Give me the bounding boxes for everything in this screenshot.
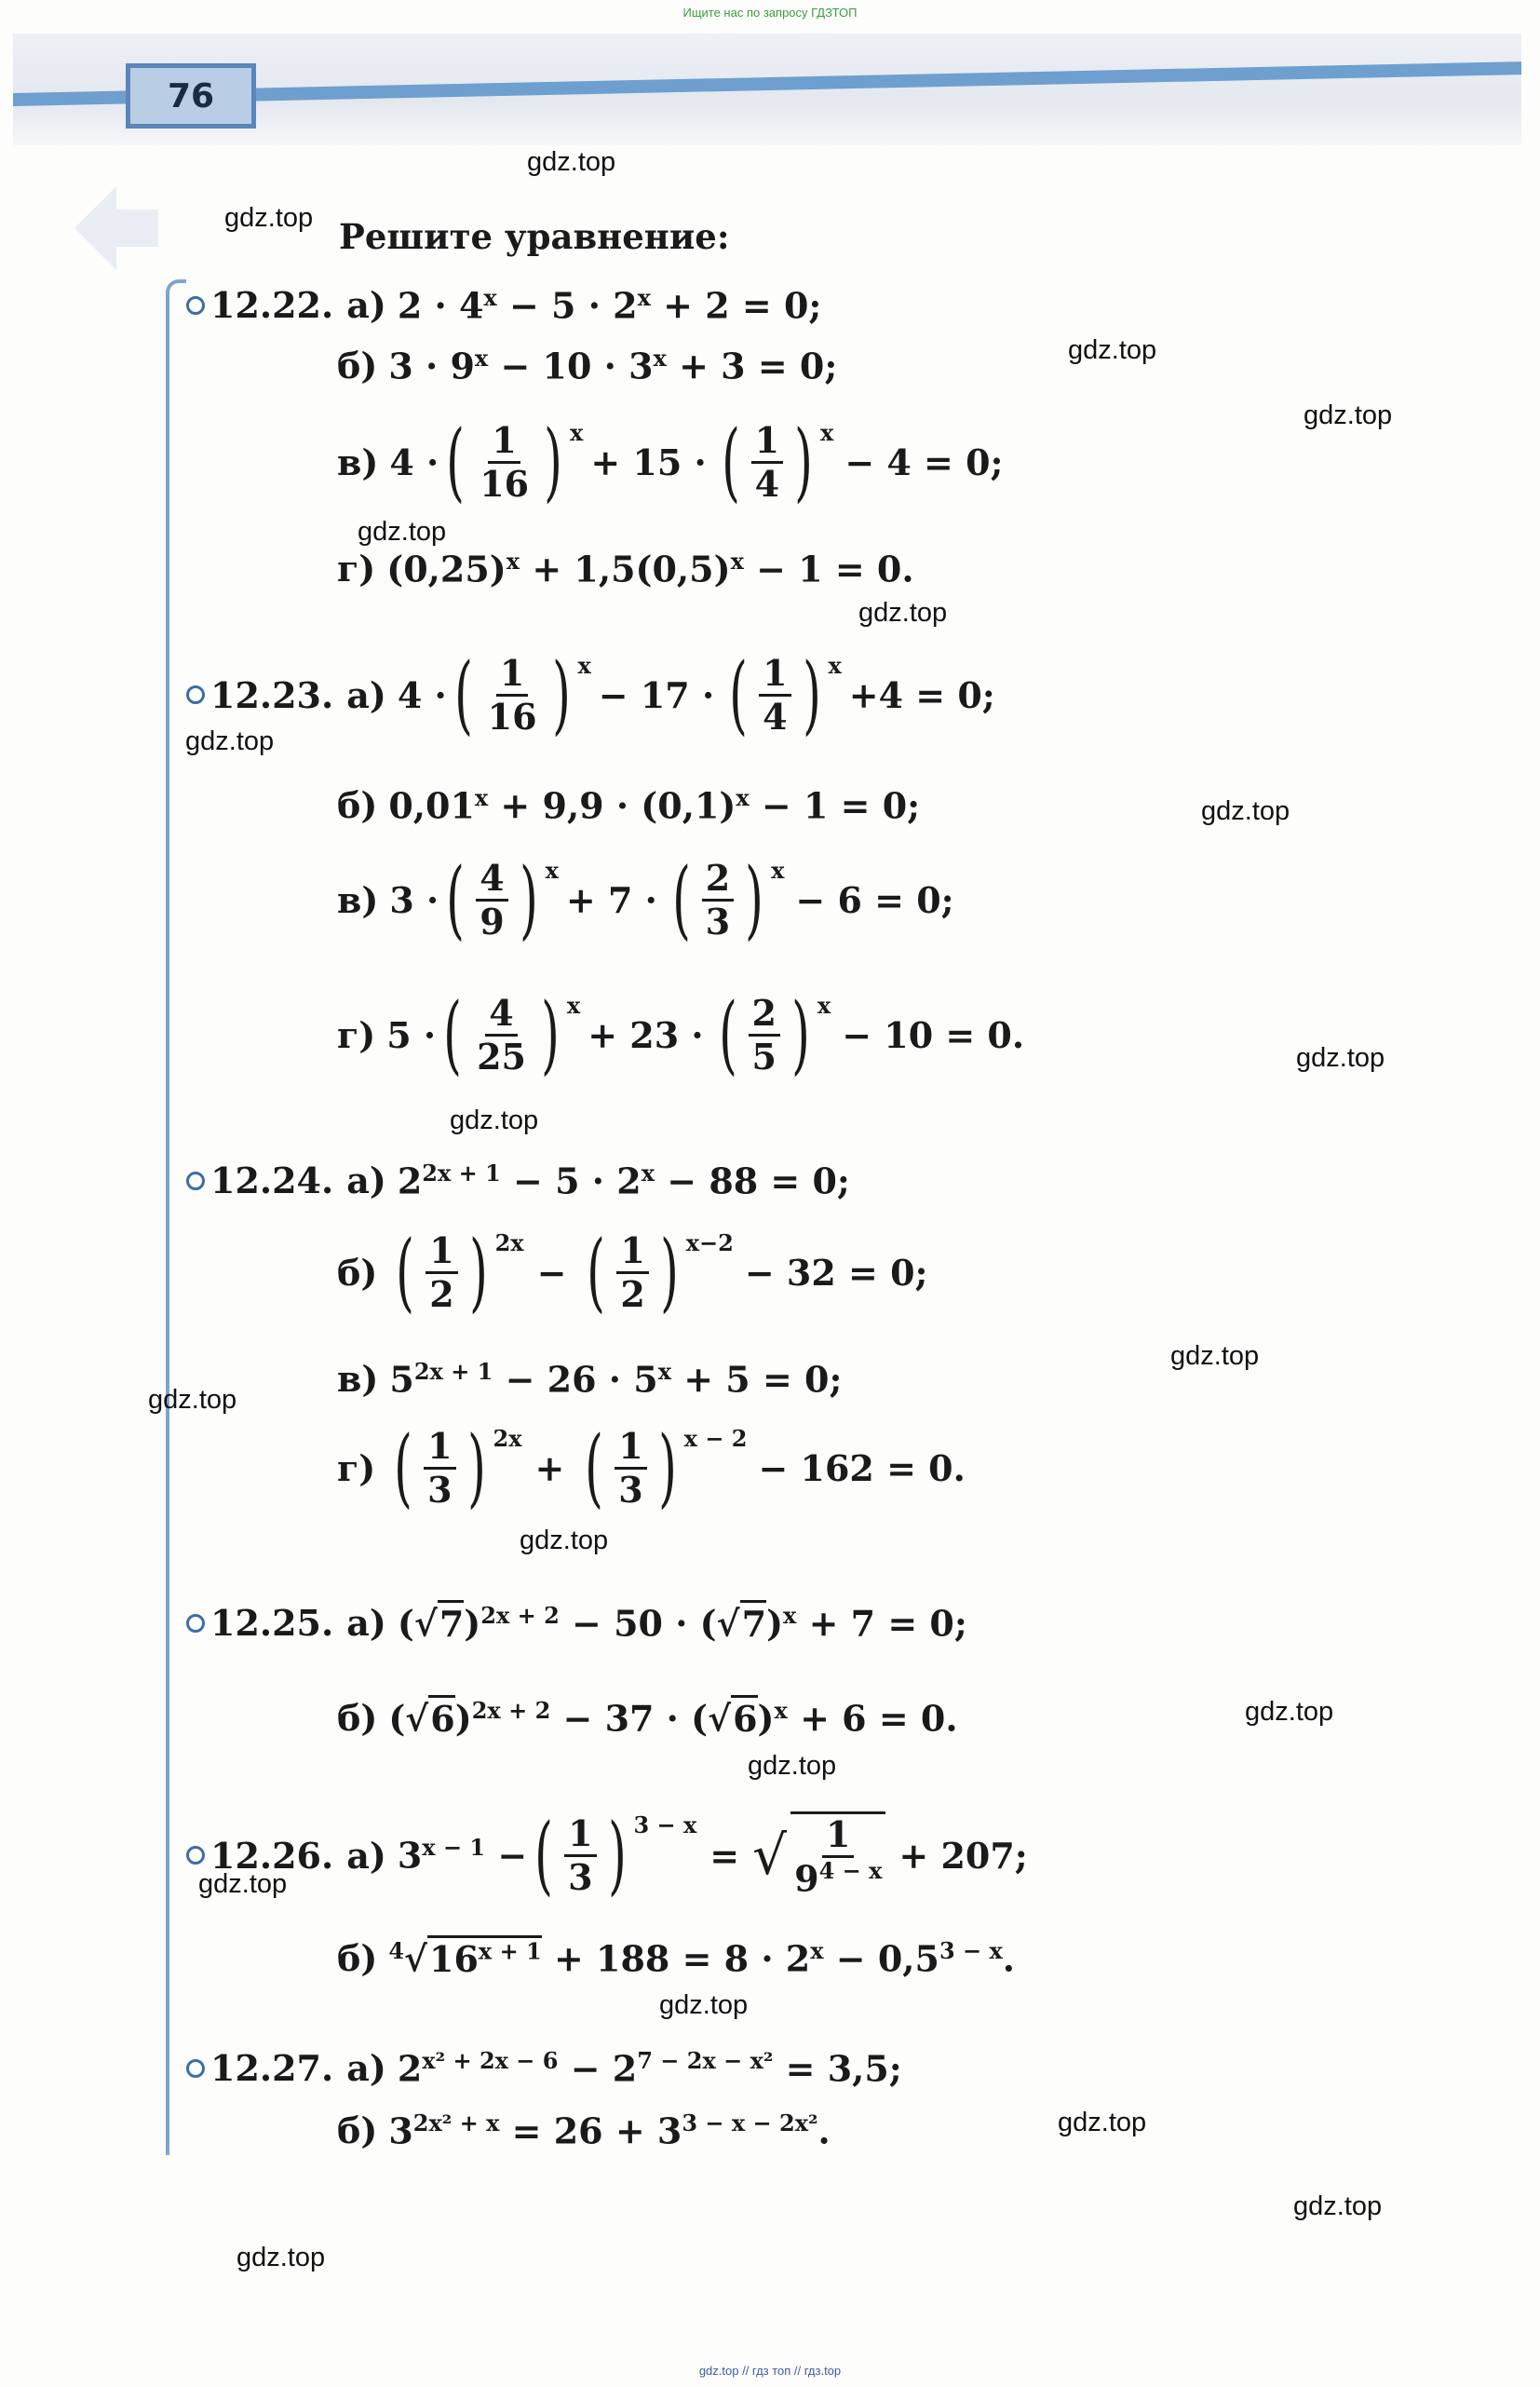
- problem-12-25-a: 12.25. а) $(√7)^{2x + 2} - 50 \cdot (√7)^x + 7 = 0$;: [186, 1602, 967, 1645]
- problem-number: 12.24.: [186, 1160, 333, 1201]
- watermark: gdz.top: [858, 598, 948, 628]
- problem-12-22-c: в) 4 · ( $\frac{1}{16}$ ) $^x$ + 15 · ( $\frac{1}{4}$ ) $^x$ − 4 = 0;: [337, 412, 1004, 511]
- watermark: gdz.top: [1058, 2108, 1147, 2137]
- problem-12-24-b: б) ( $\frac{1}{2}$ ) $^{2x}$ − ( $\frac{1}{2}$ ) $^{x-2}$ − 32 = 0;: [337, 1222, 928, 1322]
- problem-12-24-d: г) ( $\frac{1}{3}$ ) $^{2x}$ + ( $\frac{1}{3}$ ) $^{x - 2}$ − 162 = 0.: [337, 1417, 966, 1517]
- problem-12-27-b: б) $3^{2x^2 + x} = 26 + 3^{3 - x - 2x^2}$.: [337, 2109, 831, 2152]
- watermark: gdz.top: [748, 1751, 837, 1781]
- watermark: gdz.top: [1293, 2191, 1383, 2221]
- watermark: gdz.top: [527, 147, 616, 177]
- problem-number: 12.25.: [186, 1602, 333, 1644]
- problem-12-23-d: г) 5 · ( $\frac{4}{25}$ ) $^x$ + 23 · ( $\frac{2}{5}$ ) $^x$ − 10 = 0.: [337, 984, 1025, 1084]
- watermark: gdz.top: [1068, 335, 1157, 365]
- circle-marker-icon: [186, 1172, 205, 1190]
- problem-12-25-b: б) $(√6)^{2x + 2} - 37 \cdot (√6)^x + 6 = 0$.: [337, 1697, 958, 1740]
- footer-note: gdz.top // гдз топ // гдз.top: [698, 2364, 842, 2378]
- page-number: 76: [126, 63, 256, 129]
- problem-number: 12.22.: [186, 284, 333, 326]
- problem-12-24-c: в) $5^{2x + 1} - 26 \cdot 5^x + 5 = 0$;: [337, 1358, 843, 1401]
- circle-marker-icon: [186, 1614, 205, 1633]
- watermark: gdz.top: [1304, 400, 1393, 430]
- watermark: gdz.top: [1245, 1697, 1334, 1727]
- watermark: gdz.top: [236, 2243, 326, 2272]
- problem-12-22-d: г) $(0,25)^x + 1,5(0,5)^x - 1 = 0$.: [337, 548, 914, 590]
- circle-marker-icon: [186, 685, 205, 704]
- circle-marker-icon: [186, 2059, 205, 2078]
- section-bracket: [166, 279, 186, 2155]
- watermark: gdz.top: [450, 1105, 539, 1135]
- watermark: gdz.top: [224, 203, 314, 233]
- top-note: Ищите нас по запросу ГДЗТОП: [682, 6, 858, 20]
- watermark: gdz.top: [358, 517, 447, 547]
- problem-12-22-a: 12.22. а) $2 \cdot 4^x - 5 \cdot 2^x + 2 = 0$;: [186, 284, 821, 327]
- problem-12-23-a: 12.23. а) 4 · ( $\frac{1}{16}$ ) $^x$ − 17 · ( $\frac{1}{4}$ ) $^x$ +4 = 0;: [186, 652, 995, 738]
- problem-12-22-b: б) $3 \cdot 9^x - 10 \cdot 3^x + 3 = 0$;: [337, 345, 838, 387]
- problem-12-27-a: 12.27. а) $2^{x^2 + 2x - 6} - 2^{7 - 2x - x^2} = 3,5$;: [186, 2047, 902, 2090]
- problem-12-24-a: 12.24. а) $2^{2x + 1} - 5 \cdot 2^x - 88 = 0$;: [186, 1160, 850, 1202]
- watermark: gdz.top: [1201, 796, 1290, 826]
- section-heading: Решите уравнение:: [339, 216, 730, 257]
- watermark: gdz.top: [659, 1990, 749, 2020]
- watermark: gdz.top: [1296, 1043, 1385, 1073]
- ghost-arrow-icon: [74, 186, 158, 270]
- watermark: gdz.top: [185, 726, 275, 756]
- problem-12-23-c: в) 3 · ( $\frac{4}{9}$ ) $^x$ + 7 · ( $\frac{2}{3}$ ) $^x$ − 6 = 0;: [337, 849, 954, 949]
- watermark: gdz.top: [148, 1385, 237, 1415]
- problem-number: 12.27.: [186, 2047, 333, 2089]
- problem-12-26-b: б) $^4√16^{x + 1} + 188 = 8 \cdot 2^x - 0,5^{3 - x}$.: [337, 1937, 1015, 1980]
- watermark: gdz.top: [520, 1526, 609, 1555]
- problem-number: 12.23.: [186, 674, 333, 716]
- problem-12-23-b: б) $0,01^x + 9,9 \cdot (0,1)^x - 1 = 0$;: [337, 784, 921, 827]
- problem-number: 12.26.: [186, 1835, 333, 1877]
- circle-marker-icon: [186, 1846, 205, 1865]
- circle-marker-icon: [186, 296, 205, 315]
- watermark: gdz.top: [198, 1869, 288, 1899]
- problem-12-26-a: 12.26. а) $3^{x - 1}$ − ( $\frac{1}{3}$ ) $^{3 - x}$ = √ $\frac{1}{9^{4 - x}}$ + 207;: [186, 1811, 1028, 1899]
- watermark: gdz.top: [1170, 1341, 1260, 1371]
